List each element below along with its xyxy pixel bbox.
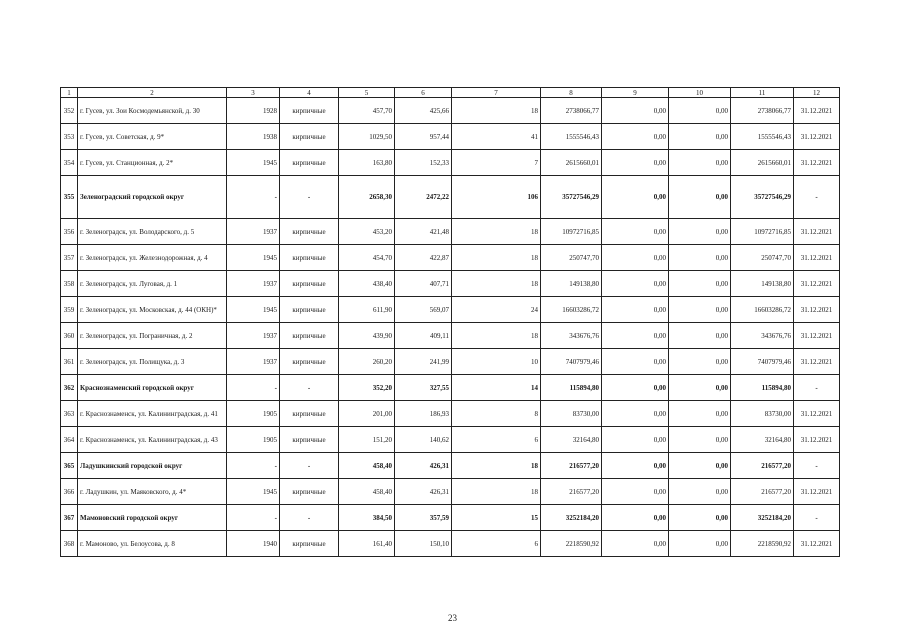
cell-row-number: 361 [61,349,78,375]
cell-address: г. Зеленоградск, ул. Володарского, д. 5 [78,219,227,245]
table-row [61,531,840,557]
cell-total-cost: 115894,80 [541,375,602,401]
cell-residential-area: 569,07 [395,297,452,323]
cell-row-number: 352 [61,98,78,124]
cell-deadline-date: 31.12.2021 [794,150,840,176]
cell-owners-share: 1555546,43 [731,124,794,150]
cell-address: г. Мамоново, ул. Белоусова, д. 8 [78,531,227,557]
cell-total-cost: 2738066,77 [541,98,602,124]
cell-wall-material: кирпичные [280,124,339,150]
cell-owners-share: 35727546,29 [731,176,794,219]
cell-owners-share: 83730,00 [731,401,794,427]
cell-budget-share: 0,00 [669,479,731,505]
cell-year-built: - [227,453,280,479]
cell-fund-share: 0,00 [602,531,669,557]
cell-address: г. Гусев, ул. Зои Космодемьянской, д. 30 [78,98,227,124]
cell-owners-share: 216577,20 [731,453,794,479]
cell-budget-share: 0,00 [669,297,731,323]
cell-total-area: 163,80 [339,150,395,176]
district-subtotal-row [61,375,840,401]
cell-address: г. Ладушкин, ул. Маяковского, д. 4* [78,479,227,505]
cell-residents-count: 106 [452,176,541,219]
cell-total-area: 1029,50 [339,124,395,150]
cell-year-built: - [227,176,280,219]
cell-budget-share: 0,00 [669,245,731,271]
table-row [61,245,840,271]
cell-row-number: 368 [61,531,78,557]
cell-owners-share: 2615660,01 [731,150,794,176]
cell-residents-count: 6 [452,427,541,453]
cell-total-area: 161,40 [339,531,395,557]
cell-total-cost: 2218590,92 [541,531,602,557]
document-table-container [60,87,839,557]
cell-fund-share: 0,00 [602,297,669,323]
cell-residential-area: 2472,22 [395,176,452,219]
cell-total-cost: 2615660,01 [541,150,602,176]
cell-row-number: 366 [61,479,78,505]
cell-total-area: 201,00 [339,401,395,427]
cell-owners-share: 2218590,92 [731,531,794,557]
cell-owners-share: 149138,80 [731,271,794,297]
cell-row-number: 360 [61,323,78,349]
district-subtotal-row [61,176,840,219]
cell-residents-count: 18 [452,323,541,349]
cell-year-built: 1940 [227,531,280,557]
cell-deadline-date: 31.12.2021 [794,297,840,323]
cell-fund-share: 0,00 [602,375,669,401]
cell-residential-area: 407,71 [395,271,452,297]
cell-fund-share: 0,00 [602,176,669,219]
cell-residential-area: 140,62 [395,427,452,453]
cell-residents-count: 18 [452,271,541,297]
cell-total-cost: 32164,80 [541,427,602,453]
cell-wall-material: кирпичные [280,479,339,505]
table-row [61,479,840,505]
cell-total-cost: 149138,80 [541,271,602,297]
cell-total-area: 458,40 [339,479,395,505]
cell-fund-share: 0,00 [602,505,669,531]
cell-total-area: 611,90 [339,297,395,323]
cell-residential-area: 186,93 [395,401,452,427]
cell-total-cost: 10972716,85 [541,219,602,245]
cell-residents-count: 18 [452,453,541,479]
cell-total-cost: 1555546,43 [541,124,602,150]
housing-table [60,87,840,557]
cell-year-built: 1945 [227,245,280,271]
cell-row-number: 354 [61,150,78,176]
cell-residential-area: 425,66 [395,98,452,124]
cell-deadline-date: 31.12.2021 [794,349,840,375]
cell-year-built: 1905 [227,427,280,453]
cell-deadline-date: 31.12.2021 [794,479,840,505]
column-header-1: 1 [61,88,78,98]
cell-year-built: - [227,375,280,401]
cell-residents-count: 24 [452,297,541,323]
cell-total-cost: 3252184,20 [541,505,602,531]
cell-year-built: - [227,505,280,531]
cell-wall-material: кирпичные [280,349,339,375]
cell-row-number: 364 [61,427,78,453]
cell-address: г. Гусев, ул. Станционная, д. 2* [78,150,227,176]
cell-total-cost: 250747,70 [541,245,602,271]
cell-wall-material: кирпичные [280,245,339,271]
cell-deadline-date: - [794,375,840,401]
cell-year-built: 1937 [227,349,280,375]
cell-row-number: 359 [61,297,78,323]
cell-total-area: 439,90 [339,323,395,349]
cell-residents-count: 10 [452,349,541,375]
table-row [61,349,840,375]
cell-address: Краснознаменский городской округ [78,375,227,401]
cell-total-area: 438,40 [339,271,395,297]
cell-year-built: 1938 [227,124,280,150]
cell-fund-share: 0,00 [602,219,669,245]
cell-year-built: 1945 [227,479,280,505]
cell-wall-material: кирпичные [280,531,339,557]
cell-residents-count: 15 [452,505,541,531]
cell-budget-share: 0,00 [669,349,731,375]
cell-row-number: 353 [61,124,78,150]
cell-budget-share: 0,00 [669,323,731,349]
table-row [61,427,840,453]
cell-year-built: 1937 [227,219,280,245]
cell-owners-share: 10972716,85 [731,219,794,245]
cell-address: г. Гусев, ул. Советская, д. 9* [78,124,227,150]
cell-residential-area: 241,99 [395,349,452,375]
cell-wall-material: кирпичные [280,297,339,323]
cell-owners-share: 2738066,77 [731,98,794,124]
cell-row-number: 362 [61,375,78,401]
cell-wall-material: - [280,176,339,219]
cell-address: г. Зеленоградск, ул. Луговая, д. 1 [78,271,227,297]
cell-residents-count: 6 [452,531,541,557]
cell-row-number: 357 [61,245,78,271]
cell-fund-share: 0,00 [602,349,669,375]
cell-row-number: 367 [61,505,78,531]
column-header-10: 10 [669,88,731,98]
cell-total-cost: 216577,20 [541,453,602,479]
cell-deadline-date: 31.12.2021 [794,98,840,124]
cell-fund-share: 0,00 [602,245,669,271]
cell-total-area: 384,50 [339,505,395,531]
cell-address: г. Зеленоградск, ул. Железнодорожная, д. 4 [78,245,227,271]
table-row [61,297,840,323]
cell-residential-area: 422,87 [395,245,452,271]
cell-total-area: 260,20 [339,349,395,375]
table-row [61,401,840,427]
cell-fund-share: 0,00 [602,323,669,349]
column-header-6: 6 [395,88,452,98]
cell-budget-share: 0,00 [669,453,731,479]
cell-fund-share: 0,00 [602,401,669,427]
district-subtotal-row [61,505,840,531]
cell-owners-share: 7407979,46 [731,349,794,375]
table-row [61,124,840,150]
cell-budget-share: 0,00 [669,150,731,176]
cell-total-cost: 7407979,46 [541,349,602,375]
cell-total-area: 151,20 [339,427,395,453]
cell-wall-material: - [280,453,339,479]
cell-owners-share: 16603286,72 [731,297,794,323]
cell-total-cost: 343676,76 [541,323,602,349]
cell-row-number: 358 [61,271,78,297]
cell-deadline-date: 31.12.2021 [794,271,840,297]
table-row [61,98,840,124]
cell-total-cost: 216577,20 [541,479,602,505]
cell-residents-count: 18 [452,219,541,245]
cell-row-number: 365 [61,453,78,479]
cell-total-area: 352,20 [339,375,395,401]
column-header-4: 4 [280,88,339,98]
table-row [61,323,840,349]
cell-total-cost: 35727546,29 [541,176,602,219]
cell-year-built: 1937 [227,271,280,297]
table-body [61,88,840,557]
cell-wall-material: - [280,505,339,531]
cell-budget-share: 0,00 [669,219,731,245]
cell-residents-count: 8 [452,401,541,427]
column-header-3: 3 [227,88,280,98]
cell-deadline-date: 31.12.2021 [794,124,840,150]
column-header-8: 8 [541,88,602,98]
cell-year-built: 1945 [227,297,280,323]
cell-budget-share: 0,00 [669,427,731,453]
cell-wall-material: кирпичные [280,271,339,297]
cell-row-number: 356 [61,219,78,245]
cell-address: г. Зеленоградск, ул. Московская, д. 44 (ОКН)* [78,297,227,323]
cell-fund-share: 0,00 [602,479,669,505]
cell-budget-share: 0,00 [669,531,731,557]
cell-residential-area: 327,55 [395,375,452,401]
cell-residents-count: 18 [452,245,541,271]
cell-address: г. Зеленоградск, ул. Пограничная, д. 2 [78,323,227,349]
cell-fund-share: 0,00 [602,271,669,297]
cell-residents-count: 18 [452,98,541,124]
cell-owners-share: 3252184,20 [731,505,794,531]
cell-total-area: 457,70 [339,98,395,124]
cell-residents-count: 41 [452,124,541,150]
district-subtotal-row [61,453,840,479]
cell-deadline-date: - [794,505,840,531]
cell-deadline-date: 31.12.2021 [794,245,840,271]
cell-deadline-date: 31.12.2021 [794,401,840,427]
column-header-9: 9 [602,88,669,98]
cell-budget-share: 0,00 [669,98,731,124]
cell-year-built: 1945 [227,150,280,176]
cell-total-area: 454,70 [339,245,395,271]
column-header-5: 5 [339,88,395,98]
cell-budget-share: 0,00 [669,271,731,297]
cell-deadline-date: 31.12.2021 [794,219,840,245]
table-row [61,271,840,297]
page-number: 23 [448,613,457,623]
cell-budget-share: 0,00 [669,176,731,219]
cell-address: г. Краснознаменск, ул. Калининградская, д. 43 [78,427,227,453]
cell-wall-material: кирпичные [280,219,339,245]
cell-year-built: 1937 [227,323,280,349]
cell-address: г. Краснознаменск, ул. Калининградская, д. 41 [78,401,227,427]
cell-owners-share: 115894,80 [731,375,794,401]
cell-address: г. Зеленоградск, ул. Полищука, д. 3 [78,349,227,375]
column-header-11: 11 [731,88,794,98]
cell-wall-material: кирпичные [280,150,339,176]
cell-year-built: 1905 [227,401,280,427]
column-header-12: 12 [794,88,840,98]
cell-residents-count: 18 [452,479,541,505]
cell-budget-share: 0,00 [669,124,731,150]
cell-total-cost: 16603286,72 [541,297,602,323]
column-number-header-row [61,88,840,98]
cell-fund-share: 0,00 [602,427,669,453]
column-header-7: 7 [452,88,541,98]
cell-wall-material: кирпичные [280,323,339,349]
cell-total-area: 458,40 [339,453,395,479]
cell-wall-material: кирпичные [280,401,339,427]
column-header-2: 2 [78,88,227,98]
cell-residents-count: 7 [452,150,541,176]
cell-total-area: 453,20 [339,219,395,245]
cell-residential-area: 409,11 [395,323,452,349]
table-row [61,219,840,245]
cell-fund-share: 0,00 [602,453,669,479]
cell-residential-area: 357,59 [395,505,452,531]
cell-wall-material: кирпичные [280,98,339,124]
cell-budget-share: 0,00 [669,505,731,531]
table-row [61,150,840,176]
cell-residents-count: 14 [452,375,541,401]
cell-residential-area: 426,31 [395,479,452,505]
cell-address: Мамоновский городской округ [78,505,227,531]
cell-residential-area: 152,33 [395,150,452,176]
cell-wall-material: кирпичные [280,427,339,453]
cell-address: Зеленоградский городской округ [78,176,227,219]
cell-owners-share: 216577,20 [731,479,794,505]
cell-deadline-date: 31.12.2021 [794,531,840,557]
cell-fund-share: 0,00 [602,98,669,124]
cell-residential-area: 426,31 [395,453,452,479]
cell-total-area: 2658,30 [339,176,395,219]
cell-row-number: 363 [61,401,78,427]
cell-budget-share: 0,00 [669,401,731,427]
cell-budget-share: 0,00 [669,375,731,401]
cell-deadline-date: - [794,453,840,479]
cell-residential-area: 957,44 [395,124,452,150]
cell-total-cost: 83730,00 [541,401,602,427]
cell-owners-share: 343676,76 [731,323,794,349]
cell-fund-share: 0,00 [602,124,669,150]
cell-residential-area: 150,10 [395,531,452,557]
cell-year-built: 1928 [227,98,280,124]
cell-address: Ладушкинский городской округ [78,453,227,479]
cell-residential-area: 421,48 [395,219,452,245]
cell-wall-material: - [280,375,339,401]
cell-owners-share: 32164,80 [731,427,794,453]
cell-fund-share: 0,00 [602,150,669,176]
cell-row-number: 355 [61,176,78,219]
cell-owners-share: 250747,70 [731,245,794,271]
cell-deadline-date: 31.12.2021 [794,323,840,349]
cell-deadline-date: 31.12.2021 [794,427,840,453]
cell-deadline-date: - [794,176,840,219]
